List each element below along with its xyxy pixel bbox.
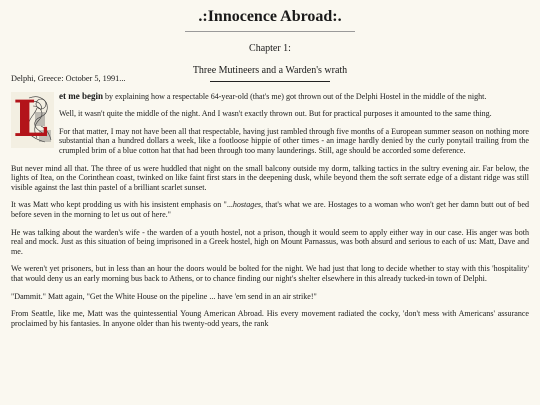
article-body <box>11 74 529 336</box>
chapter-subtitle: Three Mutineers and a Warden's wrath <box>192 65 348 76</box>
site-title: .:Innocence Abroad:. <box>198 8 342 25</box>
emphasis-hostages: hostages <box>232 200 262 210</box>
paragraph-8: "Dammit." Matt again, "Get the White House on the pipeline ... have 'em send in an air strike!" <box>11 291 317 301</box>
paragraph-2: Well, it wasn't quite the middle of the night. And I wasn't exactly thrown out. But for practical purposes it amounted to the same thing. <box>59 109 492 119</box>
paragraph-1 <box>11 92 529 102</box>
paragraph-1-text: by explaining how a respectable 64-year-old (that's me) got thrown out of the Delphi Hostel in the middle of the night. <box>103 91 487 101</box>
paragraph-6: He was talking about the warden's wife - the warden of a youth hostel, not a prison, though it would seem to apply either way in our case. His anger was both real and mock. Just as this situation of being imprisoned in a Greek hostel, high on Mount Parnassus, was both absurd and serious to each of us: Matt, Dave and me. <box>11 227 529 256</box>
paragraph-7: We weren't yet prisoners, but in less than an hour the doors would be bolted for the night. We had just that long to decide whether to stay with this 'hospitality' that would deny us an early morning bus back to Athens, or to chance finding our night's shelter elsewhere in this already tucked-in town of Delphi. <box>11 264 529 283</box>
drop-cap-illustration <box>11 88 54 148</box>
dateline: Delphi, Greece: October 5, 1991... <box>11 74 126 83</box>
paragraph-5-text-b: , that's what we are. Hostages to a woman who won't get her damn butt out of bed before seven in the morning to let us out of here." <box>11 200 529 219</box>
chapter-heading: Chapter 1: <box>249 43 291 54</box>
title-divider <box>185 31 355 32</box>
paragraph-5-text-a: It was Matt who kept prodding us with his insistent emphasis on "... <box>11 200 233 210</box>
paragraph-9: From Seattle, like me, Matt was the quintessential Young American Abroad. His every movement radiated the cocky, 'don't mess with Americans' assurance proclaimed by his fantasies. In anyone older than his twenty-odd years, the rank <box>11 309 529 328</box>
paragraph-3: For that matter, I may not have been all that respectable, having just rambled through five months of a European summer season on nothing more substantial than a hundred dollars a week, like a footloose hippie of other times - an image hardly denied by the curly ponytail trailing from the crumpled brim of a blue cotton hat that had been through too many launderings. Still, age should be accorded some deference. <box>59 126 529 155</box>
paragraph-4: But never mind all that. The three of us were huddled that night on the small balcony outside my dorm, talking tactics in the sultry evening air. Far below, the lights of Itea, on the Corinthean coast, twinked on like faint first stars in the deepening dusk, while beyond them the soft serrate edge of a distant ridge was still visible against the last thin pastel of a brilliant scarlet sunset. <box>11 163 529 192</box>
header <box>0 0 540 82</box>
drop-cap-letter: L <box>13 88 49 148</box>
lead-in: et me begin <box>59 90 103 101</box>
paragraph-5 <box>11 200 529 219</box>
